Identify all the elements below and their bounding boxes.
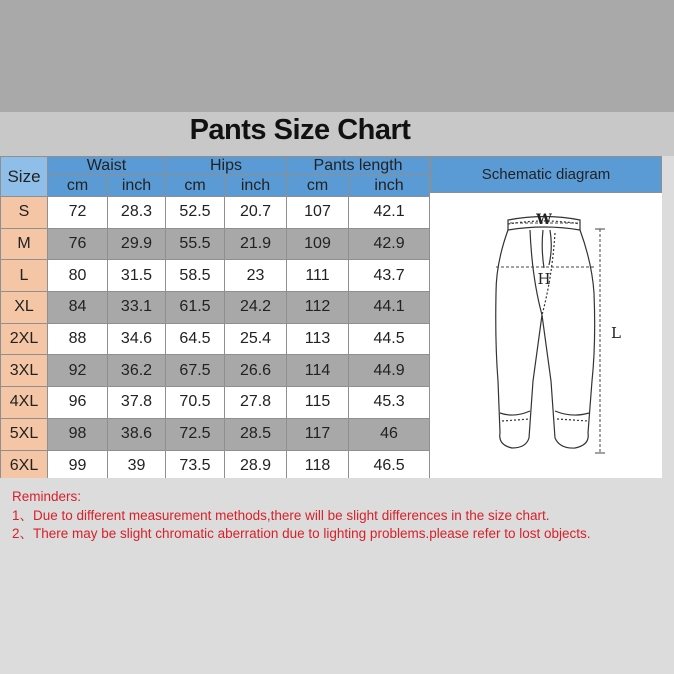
measurement-cell: 20.7: [225, 197, 287, 229]
measurement-cell: 98: [48, 418, 108, 450]
measurement-cell: 38.6: [108, 418, 166, 450]
reminder-line-2: 2、There may be slight chromatic aberration due to lighting problems.please refer to lost objects.: [12, 526, 591, 541]
unit-header: inch: [225, 176, 287, 197]
measurement-cell: 43.7: [349, 260, 430, 292]
table-header-groups: [1, 157, 430, 176]
reminders-heading: Reminders:: [12, 489, 82, 504]
top-gray-band: [0, 0, 674, 112]
size-cell: 2XL: [1, 323, 48, 355]
unit-header: inch: [349, 176, 430, 197]
measurement-cell: 27.8: [225, 387, 287, 419]
measurement-cell: 55.5: [166, 228, 225, 260]
measurement-cell: 67.5: [166, 355, 225, 387]
measurement-cell: 92: [48, 355, 108, 387]
measurement-cell: 45.3: [349, 387, 430, 419]
measurement-cell: 72: [48, 197, 108, 229]
measurement-cell: 73.5: [166, 450, 225, 482]
measurement-cell: 44.5: [349, 323, 430, 355]
measurement-cell: 109: [287, 228, 349, 260]
unit-header: inch: [108, 176, 166, 197]
measurement-cell: 80: [48, 260, 108, 292]
table-row: [1, 228, 430, 260]
measurement-cell: 31.5: [108, 260, 166, 292]
measurement-cell: 107: [287, 197, 349, 229]
measurement-cell: 46: [349, 418, 430, 450]
measurement-cell: 21.9: [225, 228, 287, 260]
measurement-cell: 99: [48, 450, 108, 482]
pants-outline-illustration: [430, 193, 662, 478]
reminder-line-1: 1、Due to different measurement methods,there will be slight differences in the size chart.: [12, 507, 550, 523]
measurement-cell: 76: [48, 228, 108, 260]
page-title: Pants Size Chart: [189, 114, 411, 146]
measurement-cell: 84: [48, 292, 108, 324]
measurement-cell: 42.1: [349, 197, 430, 229]
pants-length-header: Pants length: [287, 157, 430, 176]
measurement-cell: 114: [287, 355, 349, 387]
table-row: [1, 197, 430, 229]
measurement-cell: 37.8: [108, 387, 166, 419]
measurement-cell: 52.5: [166, 197, 225, 229]
waist-header: Waist: [48, 157, 166, 176]
size-cell: 3XL: [1, 355, 48, 387]
table-row: [1, 323, 430, 355]
measurement-cell: 118: [287, 450, 349, 482]
measurement-cell: 115: [287, 387, 349, 419]
size-cell: 4XL: [1, 387, 48, 419]
measurement-cell: 23: [225, 260, 287, 292]
measurement-cell: 33.1: [108, 292, 166, 324]
table-row: [1, 387, 430, 419]
measurement-cell: 72.5: [166, 418, 225, 450]
measurement-cell: 96: [48, 387, 108, 419]
size-table: [0, 156, 430, 482]
measurement-cell: 42.9: [349, 228, 430, 260]
table-row: [1, 292, 430, 324]
measurement-cell: 25.4: [225, 323, 287, 355]
hips-header: Hips: [166, 157, 287, 176]
size-cell: L: [1, 260, 48, 292]
unit-header: cm: [287, 176, 349, 197]
reminders: [12, 488, 667, 544]
measurement-cell: 36.2: [108, 355, 166, 387]
h-label: H: [537, 270, 551, 288]
measurement-cell: 28.5: [225, 418, 287, 450]
measurement-cell: 28.3: [108, 197, 166, 229]
size-cell: 5XL: [1, 418, 48, 450]
unit-header: cm: [48, 176, 108, 197]
size-cell: 6XL: [1, 450, 48, 482]
measurement-cell: 44.9: [349, 355, 430, 387]
size-cell: M: [1, 228, 48, 260]
measurement-cell: 88: [48, 323, 108, 355]
measurement-cell: 46.5: [349, 450, 430, 482]
table-row: [1, 355, 430, 387]
measurement-cell: 113: [287, 323, 349, 355]
table-row: [1, 260, 430, 292]
measurement-cell: 26.6: [225, 355, 287, 387]
size-cell: XL: [1, 292, 48, 324]
measurement-cell: 24.2: [225, 292, 287, 324]
measurement-cell: 34.6: [108, 323, 166, 355]
size-cell: S: [1, 197, 48, 229]
measurement-cell: 64.5: [166, 323, 225, 355]
measurement-cell: 28.9: [225, 450, 287, 482]
l-label: L: [611, 324, 621, 342]
table-header-units: [1, 176, 430, 197]
measurement-cell: 70.5: [166, 387, 225, 419]
measurement-cell: 39: [108, 450, 166, 482]
table-row: [1, 418, 430, 450]
unit-header: cm: [166, 176, 225, 197]
size-column-header: Size: [1, 157, 48, 197]
measurement-cell: 117: [287, 418, 349, 450]
table-row: [1, 450, 430, 482]
w-label: W: [536, 212, 552, 228]
measurement-cell: 29.9: [108, 228, 166, 260]
measurement-cell: 58.5: [166, 260, 225, 292]
measurement-cell: 112: [287, 292, 349, 324]
measurement-cell: 44.1: [349, 292, 430, 324]
measurement-cell: 111: [287, 260, 349, 292]
schematic-diagram: [430, 193, 662, 478]
measurement-cell: 61.5: [166, 292, 225, 324]
schematic-diagram-header: Schematic diagram: [430, 156, 662, 193]
